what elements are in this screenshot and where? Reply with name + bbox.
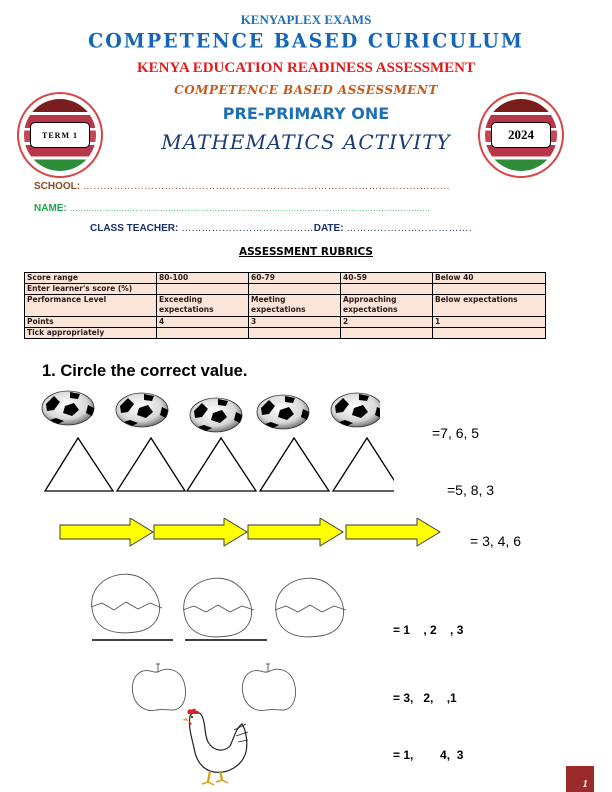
table-cell: Score range (25, 273, 157, 284)
arrow-icon (248, 518, 343, 546)
table-cell: 40-59 (341, 273, 433, 284)
soccer-ball-icon (257, 395, 309, 429)
soccer-ball-icon (331, 393, 380, 427)
score-input-cell[interactable] (341, 284, 433, 295)
answer-options-apples[interactable]: = 3, 2, ,1 (393, 691, 457, 705)
soccer-ball-icon (42, 391, 94, 425)
teacher-input-line[interactable]: ………………………………… (181, 223, 314, 234)
grade-title: PRE-PRIMARY ONE (222, 104, 390, 123)
name-label: NAME: (34, 203, 67, 214)
assessment-title: KENYA EDUCATION READINESS ASSESSMENT (136, 60, 476, 76)
page-number-badge (566, 766, 594, 792)
table-row (25, 295, 546, 317)
arrow-icon (154, 518, 247, 546)
table-row (25, 284, 546, 295)
table-row (25, 328, 546, 339)
table-cell: Points (25, 317, 157, 328)
hen-icon (180, 708, 255, 790)
teacher-label: CLASS TEACHER: (90, 223, 179, 234)
name-field[interactable] (34, 203, 430, 214)
year-badge (478, 92, 564, 178)
table-cell: 80-100 (157, 273, 249, 284)
page-number: 1 (582, 778, 588, 790)
table-cell: 3 (249, 317, 341, 328)
kenya-flag-icon (485, 99, 557, 171)
score-input-cell[interactable] (157, 284, 249, 295)
table-cell: 1 (433, 317, 546, 328)
triangles-row (44, 435, 394, 495)
table-row (25, 273, 546, 284)
table-cell: Enter learner's score (%) (25, 284, 157, 295)
curriculum-title: COMPETENCE BASED CURICULUM (88, 29, 524, 53)
school-label: SCHOOL: (34, 181, 81, 192)
table-cell: Below expectations (433, 295, 546, 317)
egg-icon (91, 574, 162, 633)
table-cell: Performance Level (25, 295, 157, 317)
date-input-line[interactable]: ………………………………. (346, 223, 472, 234)
score-input-cell[interactable] (249, 284, 341, 295)
triangle-icon (333, 438, 394, 491)
school-field[interactable] (34, 181, 450, 192)
answer-options-balls[interactable]: =7, 6, 5 (432, 425, 480, 441)
triangle-icon (117, 438, 185, 491)
apple-icon (132, 664, 185, 710)
question-title: 1. Circle the correct value. (42, 362, 248, 380)
answer-options-eggs[interactable]: = 1 , 2 , 3 (393, 623, 464, 637)
table-cell: Approaching expectations (341, 295, 433, 317)
triangle-icon (45, 438, 113, 491)
answer-options-triangles[interactable]: =5, 8, 3 (447, 482, 495, 498)
kenya-flag-icon (24, 99, 96, 171)
table-cell: Exceeding expectations (157, 295, 249, 317)
term-badge (17, 92, 103, 178)
tick-cell[interactable] (157, 328, 249, 339)
tick-cell[interactable] (249, 328, 341, 339)
soccer-ball-icon (116, 393, 168, 427)
egg-icon (275, 578, 346, 637)
score-input-cell[interactable] (433, 284, 546, 295)
tick-cell[interactable] (341, 328, 433, 339)
apples-row (128, 660, 318, 715)
assessment-type: COMPETENCE BASED ASSESSMENT (174, 83, 438, 97)
tick-cell[interactable] (433, 328, 546, 339)
name-input-line[interactable]: …………………………………………………………………………………………………………………… (69, 204, 431, 213)
table-row (25, 317, 546, 328)
rubric-table (24, 272, 546, 339)
table-cell: Tick appropriately (25, 328, 157, 339)
rubric-title: ASSESSMENT RUBRICS (239, 246, 373, 258)
table-cell: Meeting expectations (249, 295, 341, 317)
eggs-row (88, 570, 358, 645)
year-label: 2024 (491, 122, 551, 148)
subject-title: MATHEMATICS ACTIVITY (161, 130, 451, 154)
triangle-icon (260, 438, 329, 491)
arrows-row (58, 518, 448, 548)
teacher-date-field[interactable] (90, 223, 472, 234)
table-cell: 60-79 (249, 273, 341, 284)
school-input-line[interactable]: ……………………………………………………………………………………………… (82, 181, 451, 192)
triangle-icon (187, 438, 256, 491)
arrow-icon (60, 518, 153, 546)
egg-icon (183, 578, 254, 637)
date-label: DATE: (313, 223, 344, 234)
soccer-ball-icon (190, 398, 242, 432)
table-cell: 4 (157, 317, 249, 328)
arrow-icon (346, 518, 440, 546)
answer-options-hen[interactable]: = 1, 4, 3 (393, 748, 464, 762)
soccer-balls-row (40, 390, 380, 435)
table-cell: 2 (341, 317, 433, 328)
apple-icon (242, 664, 295, 710)
term-label: TERM 1 (30, 122, 90, 148)
publisher-title: KENYAPLEX EXAMS (240, 12, 372, 27)
answer-options-arrows[interactable]: = 3, 4, 6 (470, 533, 521, 549)
table-cell: Below 40 (433, 273, 546, 284)
